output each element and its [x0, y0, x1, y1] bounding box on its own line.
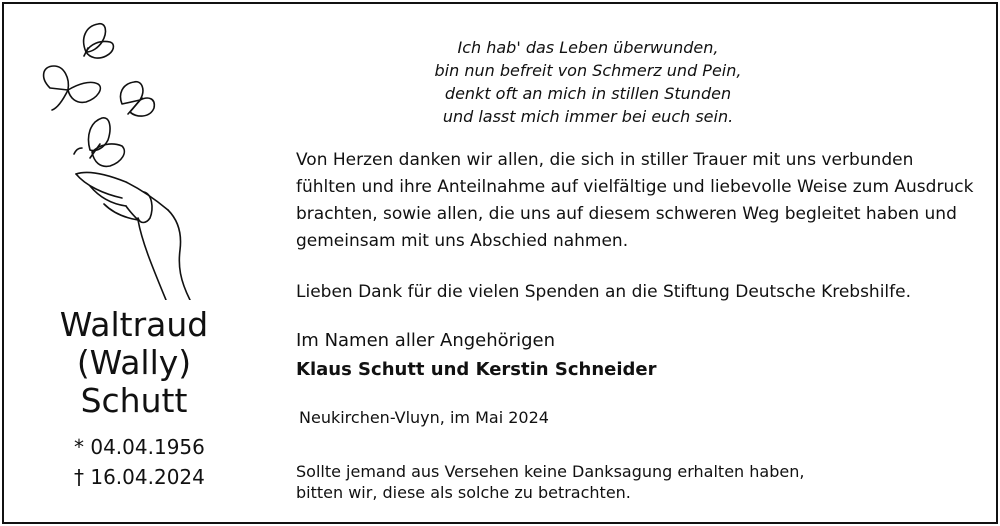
thanks-paragraph	[296, 147, 976, 255]
poem-line: Ich hab' das Leben überwunden,	[457, 38, 719, 57]
death-date: † 16.04.2024	[74, 465, 205, 489]
birth-date: * 04.04.1956	[74, 435, 205, 459]
thanks-line: gemeinsam mit uns Abschied nahmen.	[296, 231, 629, 251]
name-line-nickname: (Wally)	[76, 343, 192, 382]
note-line: Sollte jemand aus Versehen keine Danksagung erhalten haben,	[296, 462, 805, 481]
poem-line: und lasst mich immer bei euch sein.	[442, 107, 734, 126]
missed-thanks-note	[296, 461, 804, 503]
butterflies-hand-icon	[30, 18, 210, 300]
poem-line: denkt oft an mich in stillen Stunden	[444, 84, 732, 103]
thanks-line: brachten, sowie allen, die uns auf diesem schweren Weg begleitet haben und	[296, 204, 957, 224]
name-line-first: Waltraud	[59, 305, 209, 344]
family-intro: Im Namen aller Angehörigen	[296, 330, 555, 351]
thanks-line: Von Herzen danken wir allen, die sich in stiller Trauer mit uns verbunden	[296, 150, 914, 170]
poem-line: bin nun befreit von Schmerz und Pein,	[434, 61, 742, 80]
life-dates	[74, 432, 205, 492]
deceased-name	[36, 306, 232, 420]
name-line-surname: Schutt	[80, 381, 188, 420]
place-date: Neukirchen-Vluyn, im Mai 2024	[299, 408, 549, 427]
family-names: Klaus Schutt und Kerstin Schneider	[296, 359, 657, 380]
donations-thanks: Lieben Dank für die vielen Spenden an die Stiftung Deutsche Krebshilfe.	[296, 282, 912, 302]
poem	[360, 36, 816, 128]
thanks-line: fühlten und ihre Anteilnahme auf vielfältige und liebevolle Weise zum Ausdruck	[296, 177, 974, 197]
note-line: bitten wir, diese als solche zu betrachten.	[296, 483, 631, 502]
